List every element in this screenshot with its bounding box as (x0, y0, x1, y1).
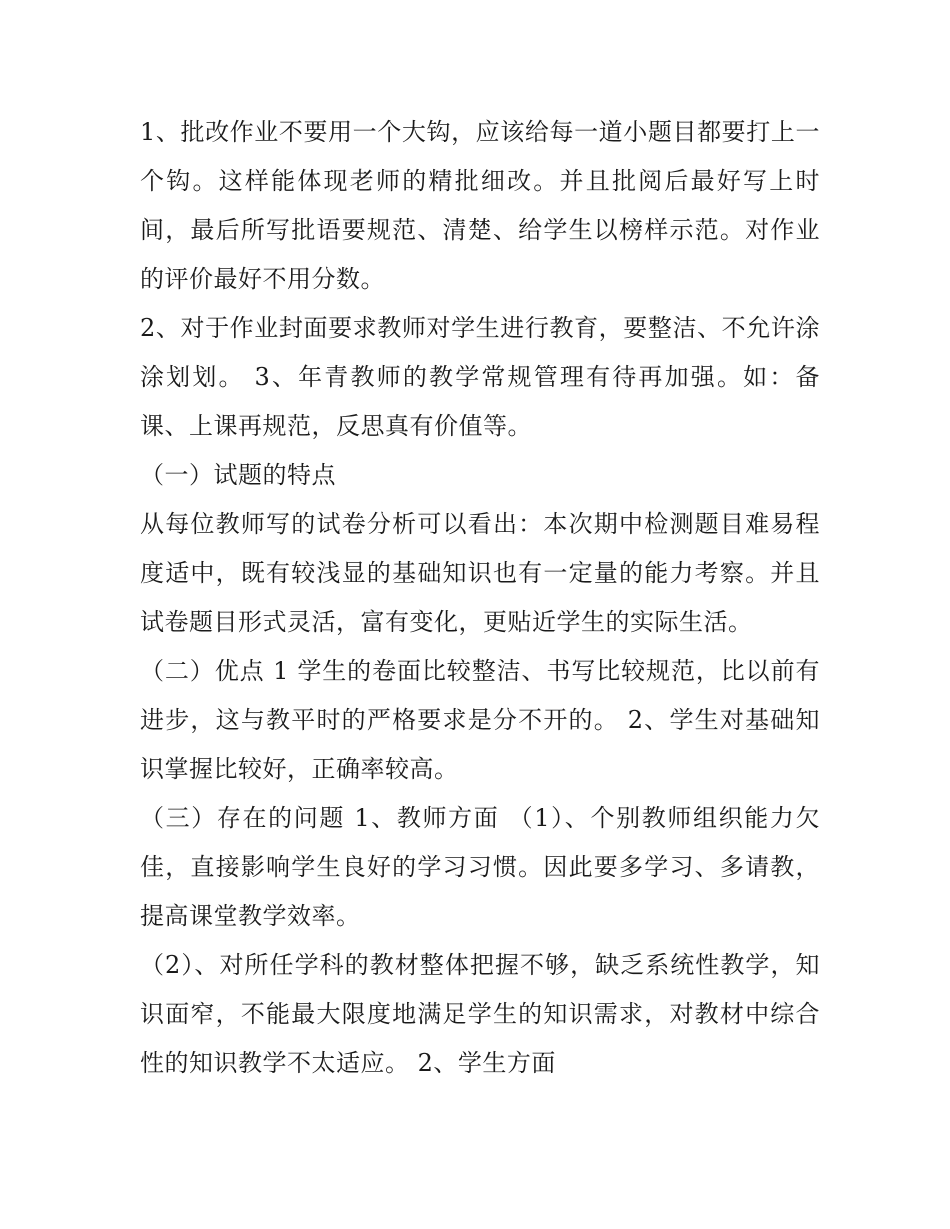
paragraph-strengths: （二）优点 1 学生的卷面比较整洁、书写比较规范，比以前有进步，这与教平时的严格要求是分不开的。 2、学生对基础知识掌握比较好，正确率较高。 (140, 657, 820, 783)
paragraph-exam-analysis: 从每位教师写的试卷分析可以看出：本次期中检测题目难易程度适中，既有较浅显的基础知识也有一定量的能力考察。并且试卷题目形式灵活，富有变化，更贴近学生的实际生活。 (140, 510, 820, 636)
paragraph-problems-teachers: （三）存在的问题 1、教师方面 （1）、个别教师组织能力欠佳，直接影响学生良好的学习习惯。因此要多学习、多请教，提高课堂教学效率。 (140, 804, 820, 930)
heading-exam-features: （一）试题的特点 (140, 461, 336, 489)
paragraph-problems-materials: （2）、对所任学科的教材整体把握不够，缺乏系统性教学，知识面窄，不能最大限度地满足学生的知识需求，对教材中综合性的知识教学不太适应。 2、学生方面 (140, 951, 820, 1077)
paragraph-grading-tips: 1、批改作业不要用一个大钩，应该给每一道小题目都要打上一个钩。这样能体现老师的精批细改。并且批阅后最好写上时间，最后所写批语要规范、清楚、给学生以榜样示范。对作业的评价最好不用分数。 (140, 118, 820, 293)
document-body (140, 108, 820, 1088)
paragraph-cover-requirements: 2、对于作业封面要求教师对学生进行教育，要整洁、不允许涂涂划划。 3、年青教师的教学常规管理有待再加强。如：备课、上课再规范，反思真有价值等。 (140, 314, 820, 440)
